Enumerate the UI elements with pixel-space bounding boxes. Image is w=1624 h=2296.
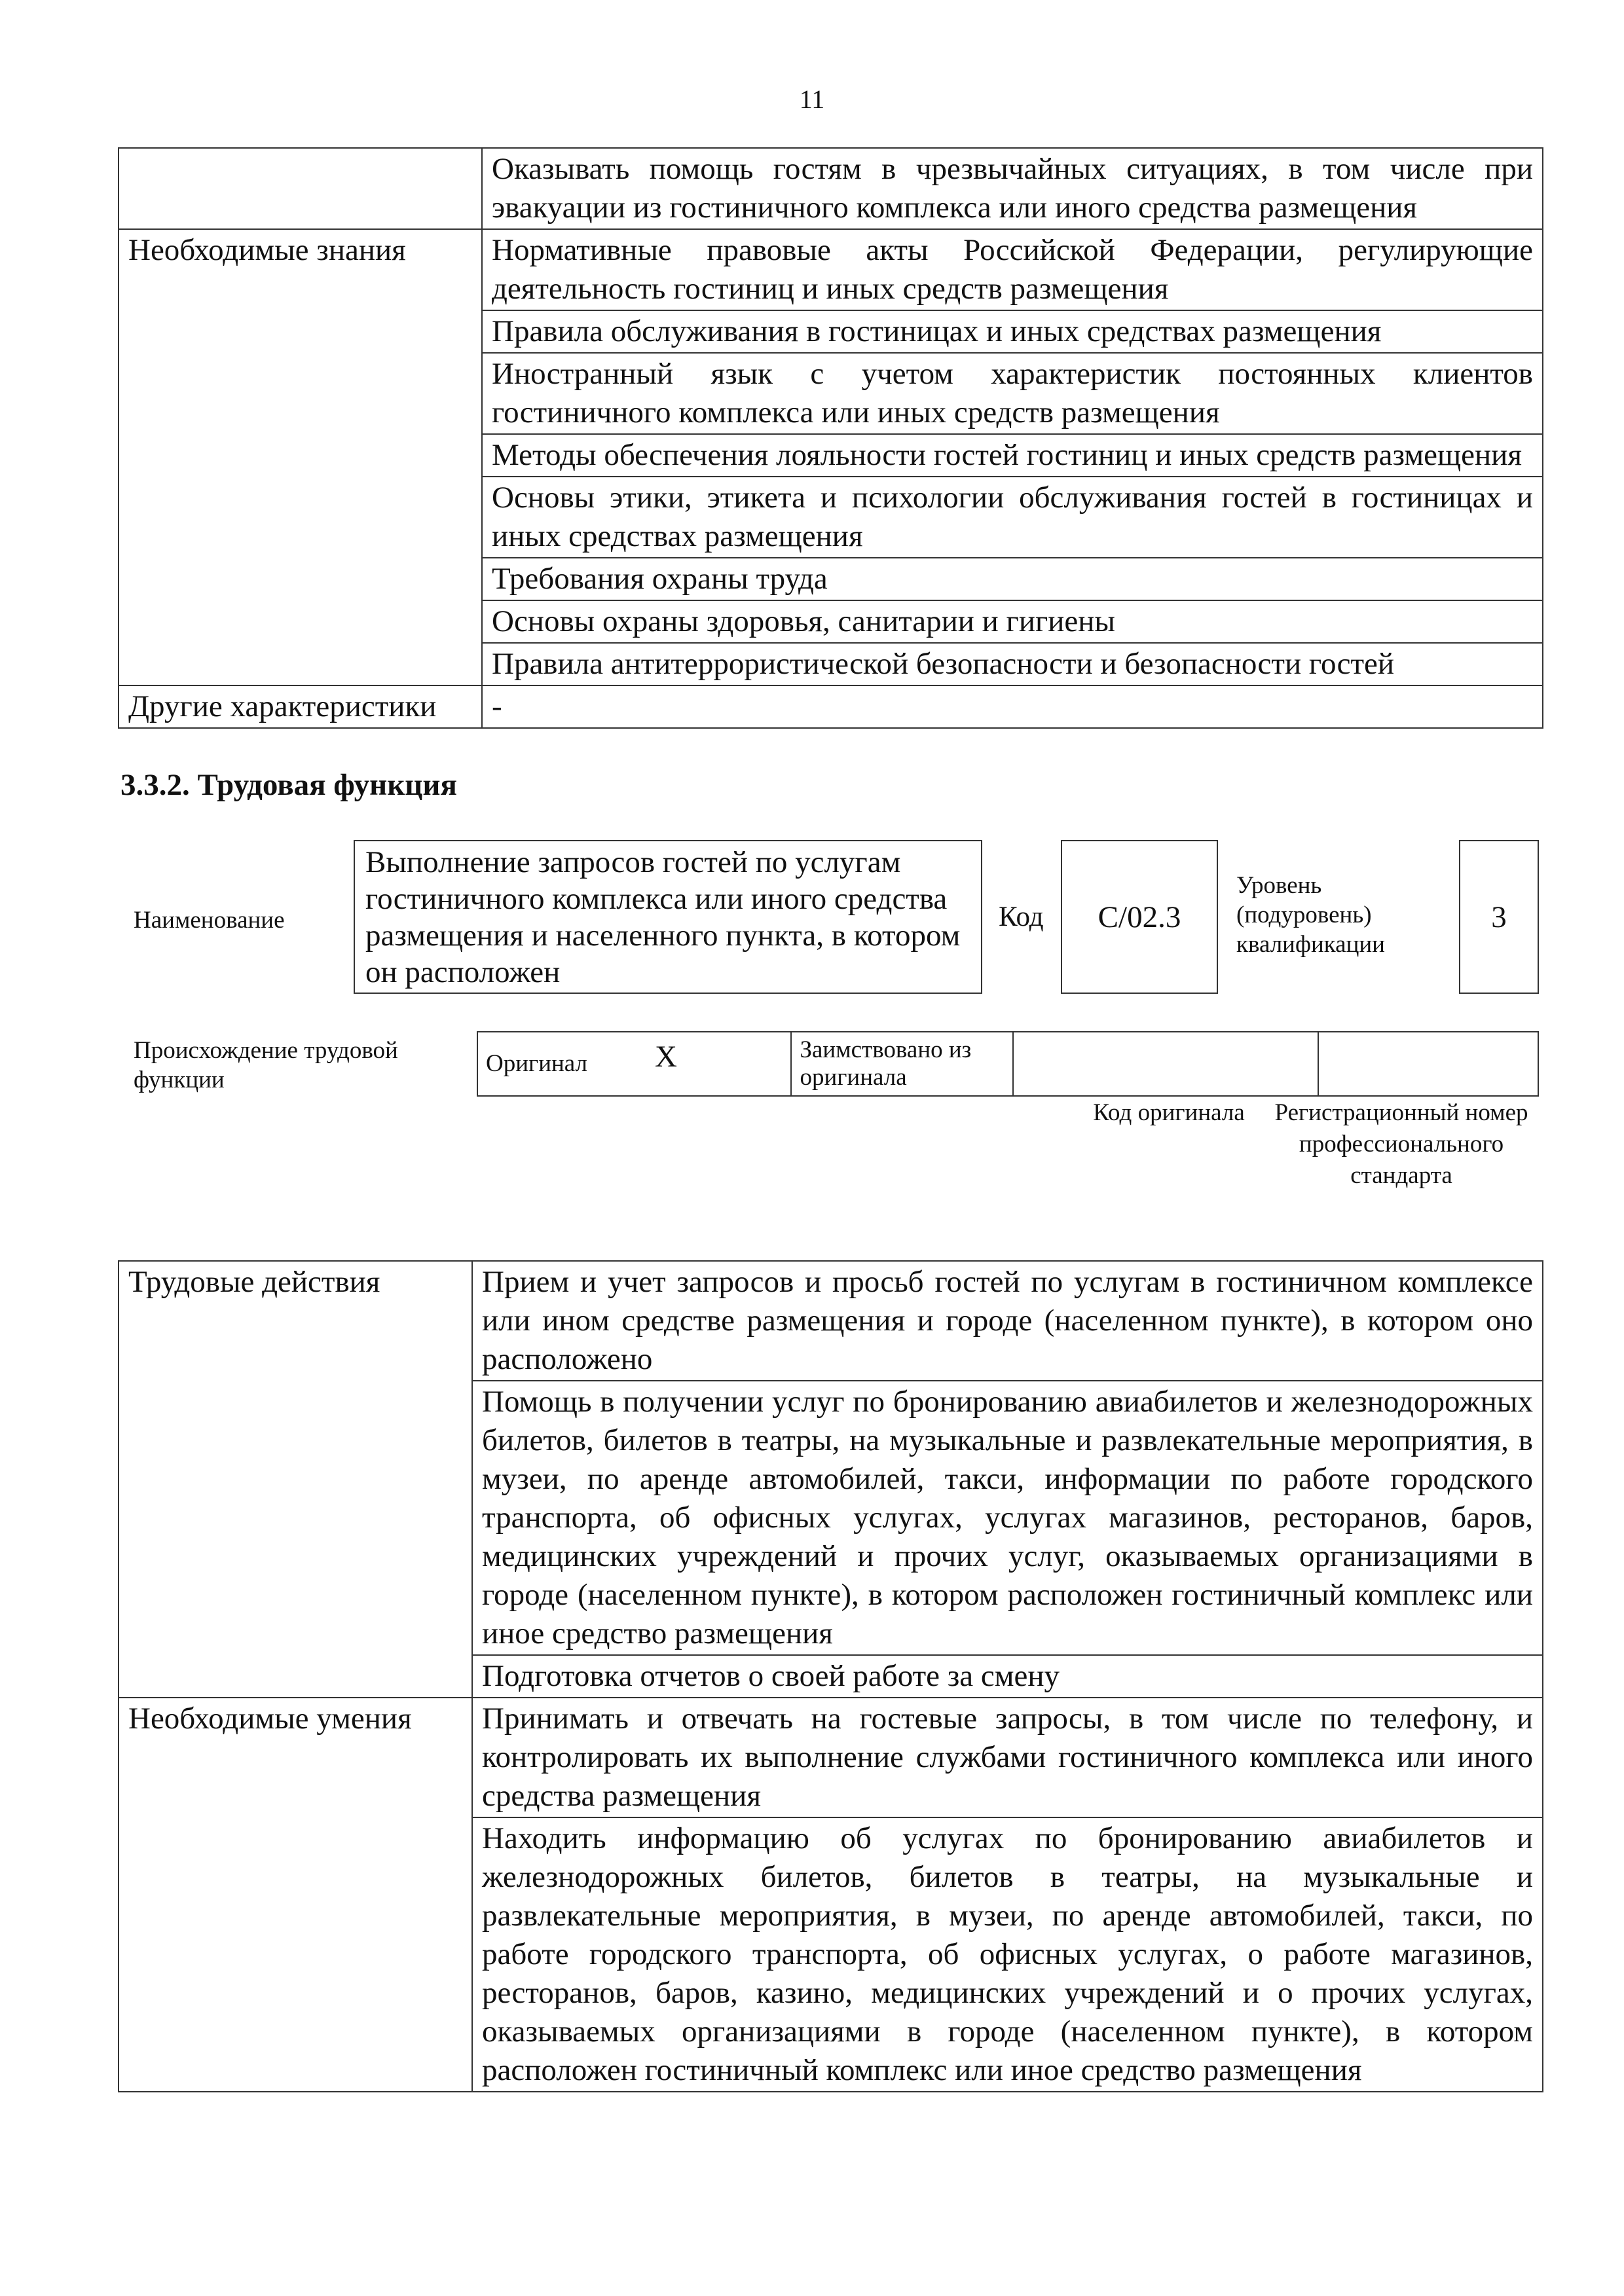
row-text: Принимать и отвечать на гостевые запросы, в том числе по телефону, и контролировать их выполнение службами гостиничного комплекса или иного средства размещения: [472, 1698, 1543, 1817]
origin-code-cell: [1013, 1032, 1319, 1096]
table-row: [477, 1032, 1538, 1096]
code-value: C/02.3: [1098, 900, 1181, 934]
original-label: Оригинал: [486, 1050, 588, 1077]
row-label: Необходимые знания: [119, 229, 482, 685]
row-text: Помощь в получении услуг по бронированию авиабилетов и железнодорожных билетов, билетов в театры, на музыкальные и развлекательные мероприятия, в музеи, по аренде автомобилей, такси, информации по работе городского транспорта, об офисных услугах, услугах магазинов, ресторанов, баров, медицинских учреждений и прочих услуг, оказываемых организациями в городе (населенном пункте), в котором расположен гостиничный комплекс или иное средство размещения: [472, 1381, 1543, 1655]
function-name-box: [354, 840, 982, 994]
function-name-value: Выполнение запросов гостей по услугам гостиничного комплекса или иного средства размещения и населенного пункта, в котором он расположен: [365, 845, 961, 989]
table-row: [119, 1698, 1543, 1817]
row-text: Прием и учет запросов и просьб гостей по услугам в гостиничном комплексе или ином средстве размещения и городе (населенном пункте), в котором оно расположено: [472, 1261, 1543, 1381]
original-cell: [477, 1032, 791, 1096]
row-label: Необходимые умения: [119, 1698, 472, 2092]
table-row: [119, 685, 1543, 728]
level-box: [1459, 840, 1539, 994]
row-text: Требования охраны труда: [482, 558, 1543, 600]
table-row: [119, 1261, 1543, 1381]
level-value: 3: [1491, 900, 1507, 934]
knowledge-table: [118, 147, 1543, 729]
row-text: Иностранный язык с учетом характеристик постоянных клиентов гостиничного комплекса или иных средств размещения: [482, 353, 1543, 434]
actions-table: [118, 1260, 1543, 2092]
registration-number-cell: [1318, 1032, 1538, 1096]
row-text: Правила антитеррористической безопасности и безопасности гостей: [482, 643, 1543, 685]
row-text: Основы охраны здоровья, санитарии и гигиены: [482, 600, 1543, 643]
row-label: Трудовые действия: [119, 1261, 472, 1698]
registration-caption: Регистрационный номер профессионального стандарта: [1274, 1099, 1528, 1189]
row-text: Находить информацию об услугах по бронированию авиабилетов и железнодорожных билетов, билетов в театры, на музыкальные и развлекательные мероприятия, в музеи, по аренде автомобилей, такси, по работе городского транспорта, об офисных услугах, о работе магазинов, ресторанов, баров, казино, медицинских учреждений и о прочих услугах, оказываемых организациями в городе (населенном пункте), в котором расположен гостиничный комплекс или иное средство размещения: [472, 1817, 1543, 2092]
row-text: Основы этики, этикета и психологии обслуживания гостей в гостиницах и иных средствах размещения: [482, 477, 1543, 558]
page-number: 11: [799, 84, 825, 114]
borrowed-cell: Заимствовано из оригинала: [791, 1032, 1012, 1096]
row-text: Методы обеспечения лояльности гостей гостиниц и иных средств размещения: [482, 434, 1543, 477]
original-mark: X: [655, 1040, 677, 1074]
row-text: Оказывать помощь гостям в чрезвычайных ситуациях, в том числе при эвакуации из гостиничного комплекса или иного средства размещения: [482, 148, 1543, 229]
row-label: Другие характеристики: [119, 685, 482, 728]
name-label: Наименование: [134, 907, 285, 934]
level-label: Уровень (подуровень) квалификации: [1236, 872, 1385, 958]
row-text: Подготовка отчетов о своей работе за смену: [472, 1655, 1543, 1698]
row-text: Правила обслуживания в гостиницах и иных средствах размещения: [482, 310, 1543, 353]
row-text: Нормативные правовые акты Российской Федерации, регулирующие деятельность гостиниц и иных средств размещения: [482, 229, 1543, 310]
row-label: [119, 148, 482, 229]
code-box: [1061, 840, 1218, 994]
origin-table: [477, 1031, 1539, 1097]
origin-label: Происхождение трудовой функции: [134, 1037, 398, 1093]
code-caption: Код оригинала: [1093, 1099, 1245, 1126]
table-row: [119, 148, 1543, 229]
row-text: -: [482, 685, 1543, 728]
section-title: 3.3.2. Трудовая функция: [120, 768, 457, 802]
code-label: Код: [999, 902, 1044, 932]
table-row: [119, 229, 1543, 310]
